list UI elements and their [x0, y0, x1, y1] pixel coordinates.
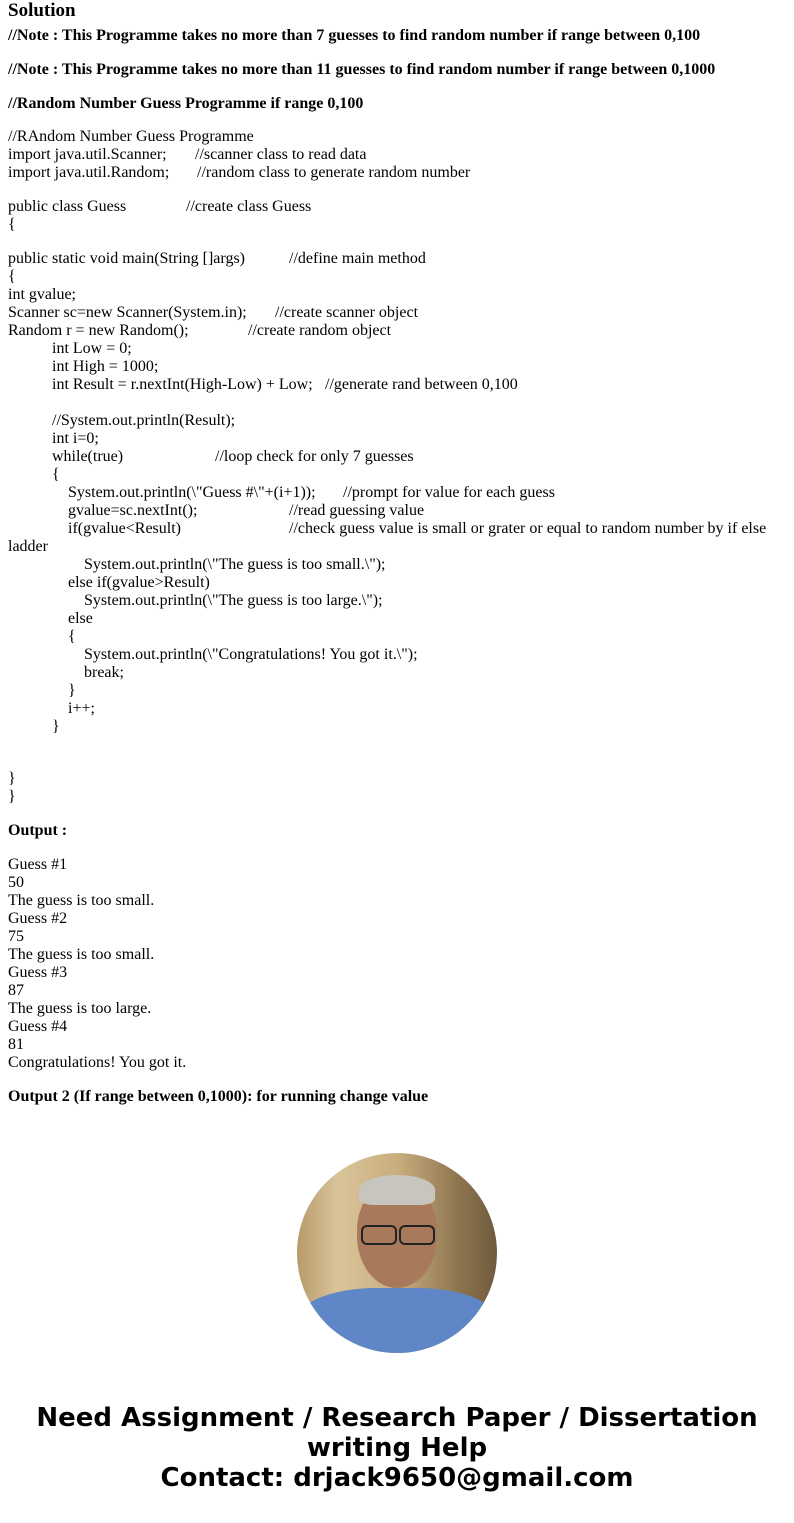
- code-comment: //read guessing value: [289, 502, 425, 519]
- code-line: [8, 304, 419, 322]
- code-comment: //generate rand between 0,100: [325, 376, 518, 393]
- code-text: if(gvalue<Result): [68, 520, 181, 537]
- code-text: }: [8, 770, 16, 787]
- code-line: [68, 520, 767, 538]
- code-line: [8, 538, 48, 556]
- code-line: [68, 502, 425, 520]
- code-comment: //create scanner object: [275, 304, 419, 321]
- code-text: {: [52, 466, 60, 483]
- code-line: [8, 286, 76, 304]
- code-text: int i=0;: [52, 430, 99, 447]
- code-text: ladder: [8, 538, 48, 555]
- code-comment: //scanner class to read data: [195, 146, 367, 163]
- output-line: 50: [8, 874, 24, 891]
- code-line: [8, 198, 312, 216]
- code-line: [8, 164, 471, 182]
- code-comment: //prompt for value for each guess: [343, 484, 555, 501]
- output-line: Guess #4: [8, 1018, 68, 1035]
- code-text: public class Guess: [8, 198, 127, 215]
- code-comment: //loop check for only 7 guesses: [215, 448, 414, 465]
- code-text: {: [8, 216, 16, 233]
- code-comment: //check guess value is small or grater or equal to random number by if else: [289, 520, 767, 537]
- code-text: import java.util.Scanner;: [8, 146, 167, 163]
- code-line: [68, 610, 93, 628]
- code-text: }: [68, 682, 76, 699]
- code-line: [8, 268, 16, 286]
- avatar-hair: [359, 1175, 435, 1205]
- code-line: [52, 430, 99, 448]
- code-text: else: [68, 610, 93, 627]
- code-line: [8, 128, 254, 146]
- code-text: int Low = 0;: [52, 340, 132, 357]
- code-text: gvalue=sc.nextInt();: [68, 502, 198, 519]
- code-line: [68, 484, 555, 502]
- code-line: [52, 340, 132, 358]
- contact-email: Contact: drjack9650@gmail.com: [160, 1463, 634, 1493]
- code-line: [8, 216, 16, 234]
- code-line: [52, 412, 235, 430]
- code-line: [84, 556, 386, 574]
- code-line: [84, 646, 418, 664]
- output-heading: Output :: [8, 822, 68, 839]
- code-text: int High = 1000;: [52, 358, 159, 375]
- glasses-icon: [359, 1225, 435, 1243]
- code-line: [84, 592, 383, 610]
- output-line: The guess is too small.: [8, 946, 155, 963]
- output-line: The guess is too small.: [8, 892, 155, 909]
- output-line: 75: [8, 928, 24, 945]
- code-line: [68, 682, 76, 700]
- code-text: i++;: [68, 700, 95, 717]
- code-text: }: [52, 718, 60, 735]
- code-text: else if(gvalue>Result): [68, 574, 210, 591]
- code-line: [52, 466, 60, 484]
- code-line: [8, 322, 392, 340]
- output-line: Guess #3: [8, 964, 68, 981]
- code-comment: //define main method: [289, 250, 426, 267]
- code-text: //RAndom Number Guess Programme: [8, 128, 254, 145]
- code-line: [52, 718, 60, 736]
- code-text: import java.util.Random;: [8, 164, 170, 181]
- code-line: [8, 146, 367, 164]
- code-text: Scanner sc=new Scanner(System.in);: [8, 304, 247, 321]
- contact-footer: [0, 1403, 794, 1493]
- output-line: Congratulations! You got it.: [8, 1054, 187, 1071]
- code-comment: //create class Guess: [186, 198, 312, 215]
- code-text: {: [8, 268, 16, 285]
- code-text: public static void main(String []args): [8, 250, 245, 267]
- code-text: {: [68, 628, 76, 645]
- footer-line: writing Help: [306, 1433, 488, 1463]
- code-text: //System.out.println(Result);: [52, 412, 236, 429]
- code-text: while(true): [52, 448, 124, 465]
- code-text: System.out.println(\"Congratulations! You got it.\");: [84, 646, 418, 663]
- code-line: [8, 250, 426, 268]
- output-line: The guess is too large.: [8, 1000, 152, 1017]
- code-comment: //create random object: [248, 322, 392, 339]
- code-text: System.out.println(\"The guess is too large.\");: [84, 592, 383, 609]
- footer-line: Need Assignment / Research Paper / Dissertation: [36, 1403, 758, 1433]
- code-line: [68, 574, 210, 592]
- code-line: [52, 448, 414, 466]
- code-line: [8, 770, 16, 788]
- code-text: break;: [84, 664, 124, 681]
- program-heading: //Random Number Guess Programme if range 0,100: [8, 95, 364, 112]
- output2-heading: Output 2 (If range between 0,1000): for running change value: [8, 1088, 429, 1105]
- code-line: [68, 628, 76, 646]
- author-avatar: [297, 1153, 497, 1353]
- output-line: Guess #1: [8, 856, 68, 873]
- code-text: int gvalue;: [8, 286, 76, 303]
- code-line: [52, 358, 158, 376]
- code-text: int Result = r.nextInt(High-Low) + Low;: [52, 376, 313, 393]
- output-line: Guess #2: [8, 910, 68, 927]
- code-text: }: [8, 788, 16, 805]
- code-text: System.out.println(\"The guess is too small.\");: [84, 556, 386, 573]
- output-line: 81: [8, 1036, 24, 1053]
- code-line: [52, 376, 518, 394]
- note-7-guesses: //Note : This Programme takes no more than 7 guesses to find random number if range between 0,100: [8, 27, 701, 44]
- code-line: [84, 664, 124, 682]
- code-line: [68, 700, 95, 718]
- note-11-guesses: //Note : This Programme takes no more than 11 guesses to find random number if range between 0,1000: [8, 61, 716, 78]
- code-text: Random r = new Random();: [8, 322, 189, 339]
- code-text: System.out.println(\"Guess #\"+(i+1));: [68, 484, 316, 501]
- avatar-shirt: [297, 1288, 497, 1353]
- output-line: 87: [8, 982, 24, 999]
- code-comment: //random class to generate random number: [197, 164, 471, 181]
- section-heading: Solution: [8, 0, 76, 21]
- code-line: [8, 788, 16, 806]
